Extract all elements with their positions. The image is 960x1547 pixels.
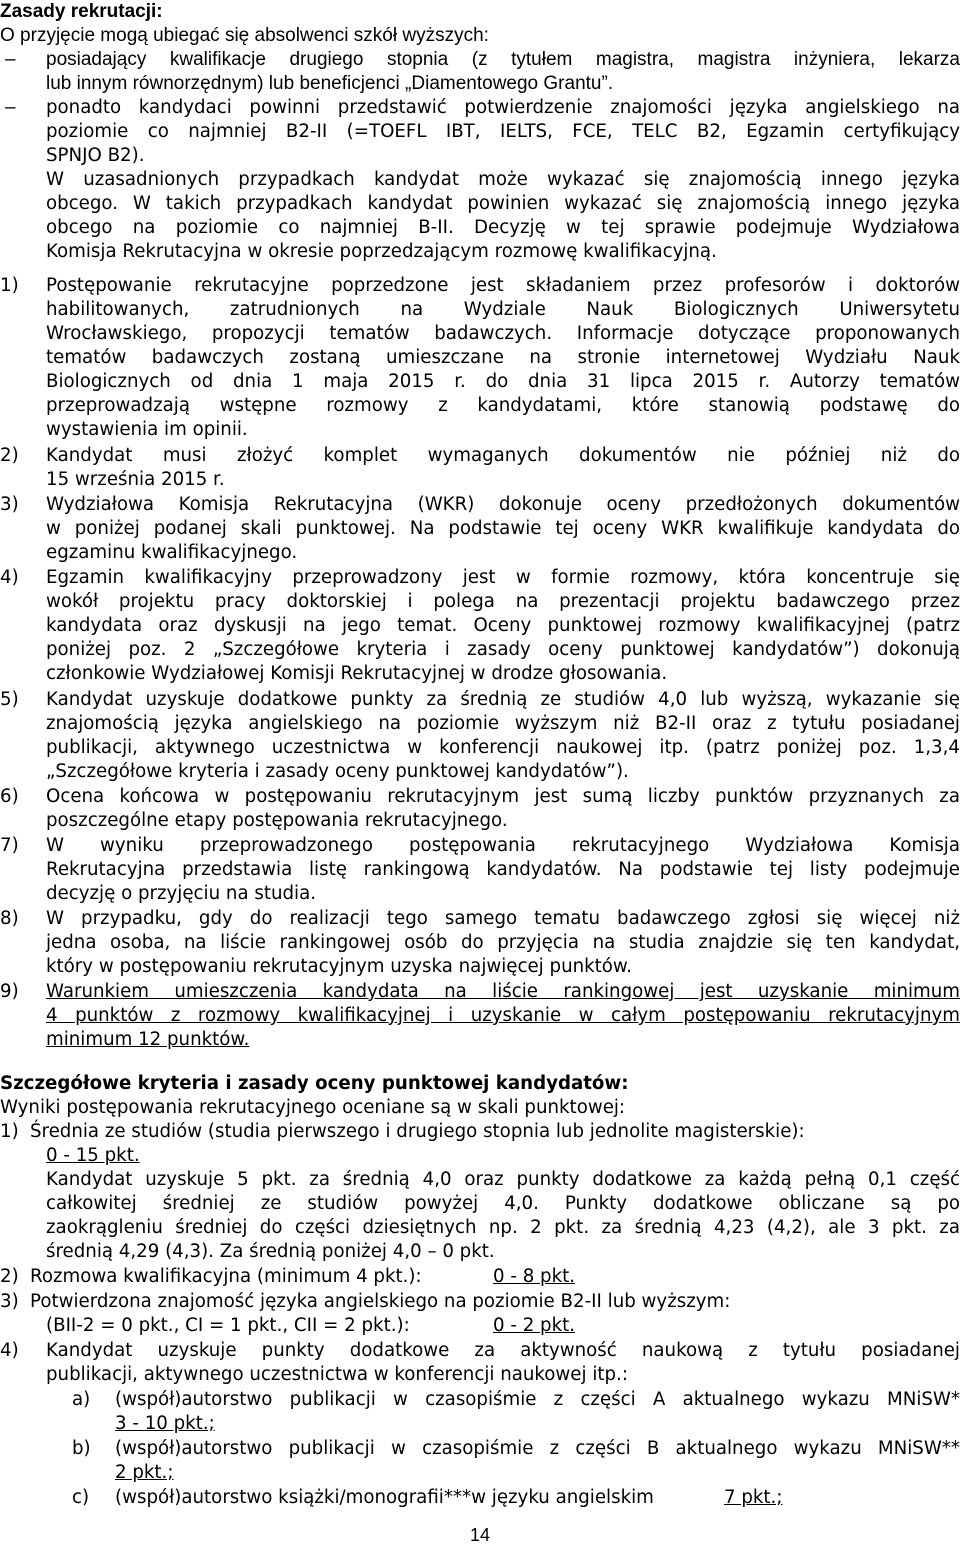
text-line: egzaminu kwalifikacyjnego. (46, 542, 298, 563)
text-line: wystawienia im opinii. (46, 419, 248, 440)
text-line: Rekrutacyjna przedstawia listę rankingową kandydatów. Na podstawie tej listy podejmuje (46, 859, 960, 880)
text-line: jedna osoba, na liście rankingowej osób do przyjęcia na studia znajdzie się ten kandydat, (46, 932, 960, 953)
list-item: – posiadający kwalifikacje drugiego stopnia (z tytułem magistra, magistra inżyniera, lekarza (5, 49, 960, 70)
text-line: całkowitej średniej ze studiów powyżej 4,0. Punkty dodatkowe obliczane są po (46, 1193, 960, 1214)
item-number: 7) (0, 835, 19, 856)
item-letter: c) (72, 1487, 90, 1508)
text-line: Kandydat uzyskuje 5 pkt. za średnią 4,0 oraz punkty dodatkowe za każdą pełną 0,1 część (46, 1169, 960, 1190)
text-line: tematów badawczych zostaną umieszczane na stronie internetowej Wydziału Nauk (46, 347, 960, 368)
item-number: 4) (0, 567, 19, 588)
criteria-item: 2) Rozmowa kwalifikacyjna (minimum 4 pkt.): 0 - 8 pkt. (0, 1266, 576, 1287)
section-heading-criteria: Szczegółowe kryteria i zasady oceny punktowej kandydatów: (0, 1073, 629, 1094)
text-line: obcego. W takich przypadkach kandydat powinien wykazać się znajomością innego języka (46, 193, 960, 214)
dash-bullet-icon: – (5, 97, 16, 118)
text-line: obcego na poziomie co najmniej B-II. Decyzję w tej sprawie podejmuje Wydziałowa (46, 217, 960, 238)
text-line: decyzję o przyjęciu na studia. (46, 883, 317, 904)
points-range: 0 - 15 pkt. (46, 1145, 140, 1166)
item-number: 1) (0, 275, 19, 296)
text-line: habilitowanych, zatrudnionych na Wydziale Nauk Biologicznych Uniwersytetu (46, 299, 960, 320)
points-range: 3 - 10 pkt.; (115, 1413, 215, 1434)
document-page: Zasady rekrutacji: O przyjęcie mogą ubiegać się absolwenci szkół wyższych: – posiadający kwalifikacje drugiego stopnia (z tytułem magistra, magistra inżyniera, lekarza lub innym równorzędnym) lub beneficjenci „Diamentowego Grantu”. – ponadto kandydaci powinni przedstawić potwierdzenie znajomości języka angielskiego na poziomie co najmniej B2-II (=TOEFL IBT, IELTS, FCE, TELC B2, Egzamin certyfikujący SPNJO B2). W uzasadnionych przypadkach kandydat może wykazać się znajomością innego języka obcego. W takich przypadkach kandydat powinien wykazać się znajomością innego języka obcego na poziomie co najmniej B-II. Decyzję w tej sprawie podejmuje Wydziałowa Komisja Rekrutacyjna w okresie poprzedzającym rozmowę kwalifikacyjną. 1) Postępowanie rekrutacyjne poprzedzone jest składaniem przez profesorów i doktorów habilitowanych, zatrudnionych na Wydziale Nauk Biologicznych Uniwersytetu Wrocławskiego, propozycji tematów badawczych. Informacje dotyczące proponowanych tematów badawczych zostaną umieszczane na stronie internetowej Wydziału Nauk Biologicznych od dnia 1 maja 2015 r. do dnia 31 lipca 2015 r. Autorzy tematów przeprowadzają wstępne rozmowy z kandydatami, które stanowią podstawę do wystawienia im opinii. 2) Kandydat musi złożyć komplet wymaganych dokumentów nie później niż do 15 września 2015 r. 3) Wydziałowa Komisja Rekrutacyjna (WKR) dokonuje oceny przedłożonych dokumentów w poniżej podanej skali punktowej. Na podstawie tej oceny WKR kwalifikuje kandydata do egzaminu kwalifikacyjnego. 4) Egzamin kwalifikacyjny przeprowadzony jest w formie rozmowy, która koncentruje się wokół projektu pracy doktorskiej i polega na prezentacji projektu badawczego przez kandydata oraz dyskusji na jego temat. Oceny punktowej rozmowy kwalifikacyjnej (patrz poniżej poz. 2 „Szczegółowe kryteria i zasady oceny punktowej kandydatów”) dokonują członkowie Wydziałowej Komisji Rekrutacyjnej w drodze głosowania. 5) Kandydat uzyskuje dodatkowe punkty za średnią ze studiów 4,0 lub wyższą, wykazanie się znajomością języka angielskiego na poziomie wyższym niż B2-II oraz z tytułu posiadanej publikacji, aktywnego uczestnictwa w konferencji naukowej itp. (patrz poniżej poz. 1,3,4 „Szczegółowe kryteria i zasady oceny punktowej kandydatów”). 6) Ocena końcowa w postępowaniu rekrutacyjnym jest sumą liczby punktów przyznanych za poszczególne etapy postępowania rekrutacyjnego. 7) W wyniku przeprowadzonego postępowania rekrutacyjnego Wydziałowa Komisja Rekrutacyjna przedstawia listę rankingową kandydatów. Na podstawie tej listy podejmuje decyzję o przyjęciu na studia. 8) W przypadku, gdy do realizacji tego samego tematu badawczego zgłosi się więcej niż jedna osoba, na liście rankingowej osób do przyjęcia na studia znajdzie się ten kandydat, który w postępowaniu rekrutacyjnym uzyska najwięcej punktów. 9) Warunkiem umieszczenia kandydata na liście rankingowej jest uzyskanie minimum 4 punktów z rozmowy kwalifikacyjnej i uzyskanie w całym postępowaniu rekrutacyjnym minimum 12 punktów. Szczegółowe kryteria i zasady oceny punktowej kandydatów: Wyniki postępowania rekrutacyjnego oceniane są w skali punktowej: 1) Średnia ze studiów (studia pierwszego i drugiego stopnia lub jednolite magisterskie): 0 - 15 pkt. Kandydat uzyskuje 5 pkt. za średnią 4,0 oraz punkty dodatkowe za każdą pełną 0,1 część całkowitej średniej ze studiów powyżej 4,0. Punkty dodatkowe obliczane są po zaokrągleniu średniej do części dziesiętnych np. 2 pkt. za średnią 4,23 (4,2), ale 3 pkt. za średnią 4,29 (4,3). Za średnią poniżej 4,0 – 0 pkt. 2) Rozmowa kwalifikacyjna (minimum 4 pkt.): 0 - 8 pkt. 3) Potwierdzona znajomość języka angielskiego na poziomie B2-II lub wyższym: (BII-2 = 0 pkt., CI = 1 pkt., CII = 2 pkt.): 0 - 2 pkt. 4) Kandydat uzyskuje punkty dodatkowe za aktywność naukową z tytułu posiadanej publikacji, aktywnego uczestnictwa w konferencji naukowej itp.: a) (współ)autorstwo publikacji w czasopiśmie z części A aktualnego wykazu MNiSW* 3 - 10 pkt.; b) (współ)autorstwo publikacji w czasopiśmie z części B aktualnego wykazu MNiSW** 2 pkt.; c) (współ)autorstwo książki/monografii***w języku angielskim 7 pkt.; 14 (0, 0, 960, 1547)
text-line: zaokrągleniu średniej do części dziesiętnych np. 2 pkt. za średnią 4,23 (4,2), ale 3 pkt. za (46, 1217, 960, 1238)
item-number: 6) (0, 786, 19, 807)
page-number: 14 (469, 1525, 491, 1545)
sub-item: a) (współ)autorstwo publikacji w czasopiśmie z części A aktualnego wykazu MNiSW* (72, 1389, 960, 1410)
points-range: 0 - 8 pkt. (493, 1266, 576, 1287)
numbered-item: 1) Postępowanie rekrutacyjne poprzedzone jest składaniem przez profesorów i doktorów (0, 275, 960, 296)
text-line: przeprowadzają wstępne rozmowy z kandydatami, które stanowią podstawę do (46, 395, 960, 416)
numbered-item: 8) W przypadku, gdy do realizacji tego samego tematu badawczego zgłosi się więcej niż (0, 908, 960, 929)
item-letter: b) (72, 1438, 91, 1459)
text-line: 4 punktów z rozmowy kwalifikacyjnej i uzyskanie w całym postępowaniu rekrutacyjnym (46, 1005, 960, 1026)
text-line: który w postępowaniu rekrutacyjnym uzyska najwięcej punktów. (46, 956, 632, 977)
text-line: członkowie Wydziałowej Komisji Rekrutacyjnej w drodze głosowania. (46, 663, 668, 684)
points-range: 2 pkt.; (115, 1462, 174, 1483)
text-line: publikacji, aktywnego uczestnictwa w konferencji naukowej itp. (patrz poniżej poz. 1,3,4 (46, 737, 960, 758)
item-number: 8) (0, 908, 19, 929)
intro-text: Wyniki postępowania rekrutacyjnego oceniane są w skali punktowej: (0, 1097, 626, 1118)
item-number: 3) (0, 494, 19, 515)
text-line: 15 września 2015 r. (46, 469, 225, 490)
numbered-item: 3) Wydziałowa Komisja Rekrutacyjna (WKR) dokonuje oceny przedłożonych dokumentów (0, 494, 960, 515)
text-line: poziomie co najmniej B2-II (=TOEFL IBT, IELTS, FCE, TELC B2, Egzamin certyfikujący (46, 121, 960, 142)
criteria-item: 1) Średnia ze studiów (studia pierwszego i drugiego stopnia lub jednolite magisterskie): (0, 1121, 805, 1142)
item-number: 5) (0, 689, 19, 710)
text-line: średnią 4,29 (4,3). Za średnią poniżej 4,0 – 0 pkt. (46, 1241, 495, 1262)
item-number: 1) (0, 1121, 19, 1142)
item-number: 4) (0, 1340, 19, 1361)
points-range: 7 pkt.; (724, 1487, 783, 1508)
text-line: poniżej poz. 2 „Szczegółowe kryteria i zasady oceny punktowej kandydatów”) dokonują (46, 639, 960, 660)
text-line: SPNJO B2). (46, 145, 145, 166)
text-line: W uzasadnionych przypadkach kandydat może wykazać się znajomością innego języka (46, 169, 960, 190)
section-heading-rules: Zasady rekrutacji: (0, 1, 163, 22)
numbered-item: 4) Egzamin kwalifikacyjny przeprowadzony jest w formie rozmowy, która koncentruje się (0, 567, 960, 588)
text-line: wokół projektu pracy doktorskiej i polega na prezentacji projektu badawczego przez (46, 591, 960, 612)
text-line: Biologicznych od dnia 1 maja 2015 r. do dnia 31 lipca 2015 r. Autorzy tematów (46, 371, 960, 392)
list-item: – ponadto kandydaci powinni przedstawić potwierdzenie znajomości języka angielskiego na (5, 97, 960, 118)
text-line: w poniżej podanej skali punktowej. Na podstawie tej oceny WKR kwalifikuje kandydata do (46, 518, 960, 539)
item-number: 2) (0, 445, 19, 466)
points-range: 0 - 2 pkt. (493, 1315, 576, 1336)
text-line: Komisja Rekrutacyjna w okresie poprzedzającym rozmowę kwalifikacyjną. (46, 241, 717, 262)
numbered-item: 6) Ocena końcowa w postępowaniu rekrutacyjnym jest sumą liczby punktów przyznanych za (0, 786, 960, 807)
criteria-item: 3) Potwierdzona znajomość języka angielskiego na poziomie B2-II lub wyższym: (0, 1291, 731, 1312)
text-line: kandydata oraz dyskusji na jego temat. Oceny punktowej rozmowy kwalifikacyjnej (patrz (46, 615, 960, 636)
sub-item: b) (współ)autorstwo publikacji w czasopiśmie z części B aktualnego wykazu MNiSW** (72, 1438, 960, 1459)
item-number: 3) (0, 1291, 19, 1312)
text-line: lub innym równorzędnym) lub beneficjenci „Diamentowego Grantu”. (46, 73, 614, 94)
text-line: Wrocławskiego, propozycji tematów badawczych. Informacje dotyczące proponowanych (46, 323, 960, 344)
text-line: publikacji, aktywnego uczestnictwa w konferencji naukowej itp.: (46, 1364, 628, 1385)
numbered-item: 7) W wyniku przeprowadzonego postępowania rekrutacyjnego Wydziałowa Komisja (0, 835, 960, 856)
text-line: poszczególne etapy postępowania rekrutacyjnego. (46, 810, 508, 831)
dash-bullet-icon: – (5, 49, 16, 70)
numbered-item: 2) Kandydat musi złożyć komplet wymaganych dokumentów nie później niż do (0, 445, 960, 466)
intro-text: O przyjęcie mogą ubiegać się absolwenci szkół wyższych: (0, 25, 489, 46)
text-line: „Szczegółowe kryteria i zasady oceny punktowej kandydatów”). (46, 761, 629, 782)
text-line: minimum 12 punktów. (46, 1029, 250, 1050)
numbered-item: 5) Kandydat uzyskuje dodatkowe punkty za średnią ze studiów 4,0 lub wyższą, wykazanie się (0, 689, 960, 710)
criteria-item: 4) Kandydat uzyskuje punkty dodatkowe za aktywność naukową z tytułu posiadanej (0, 1340, 960, 1361)
numbered-item: 9) Warunkiem umieszczenia kandydata na liście rankingowej jest uzyskanie minimum (0, 981, 960, 1002)
item-letter: a) (72, 1389, 91, 1410)
item-number: 9) (0, 981, 19, 1002)
item-number: 2) (0, 1266, 19, 1287)
text-line: znajomością języka angielskiego na poziomie wyższym niż B2-II oraz z tytułu posiadanej (46, 713, 960, 734)
